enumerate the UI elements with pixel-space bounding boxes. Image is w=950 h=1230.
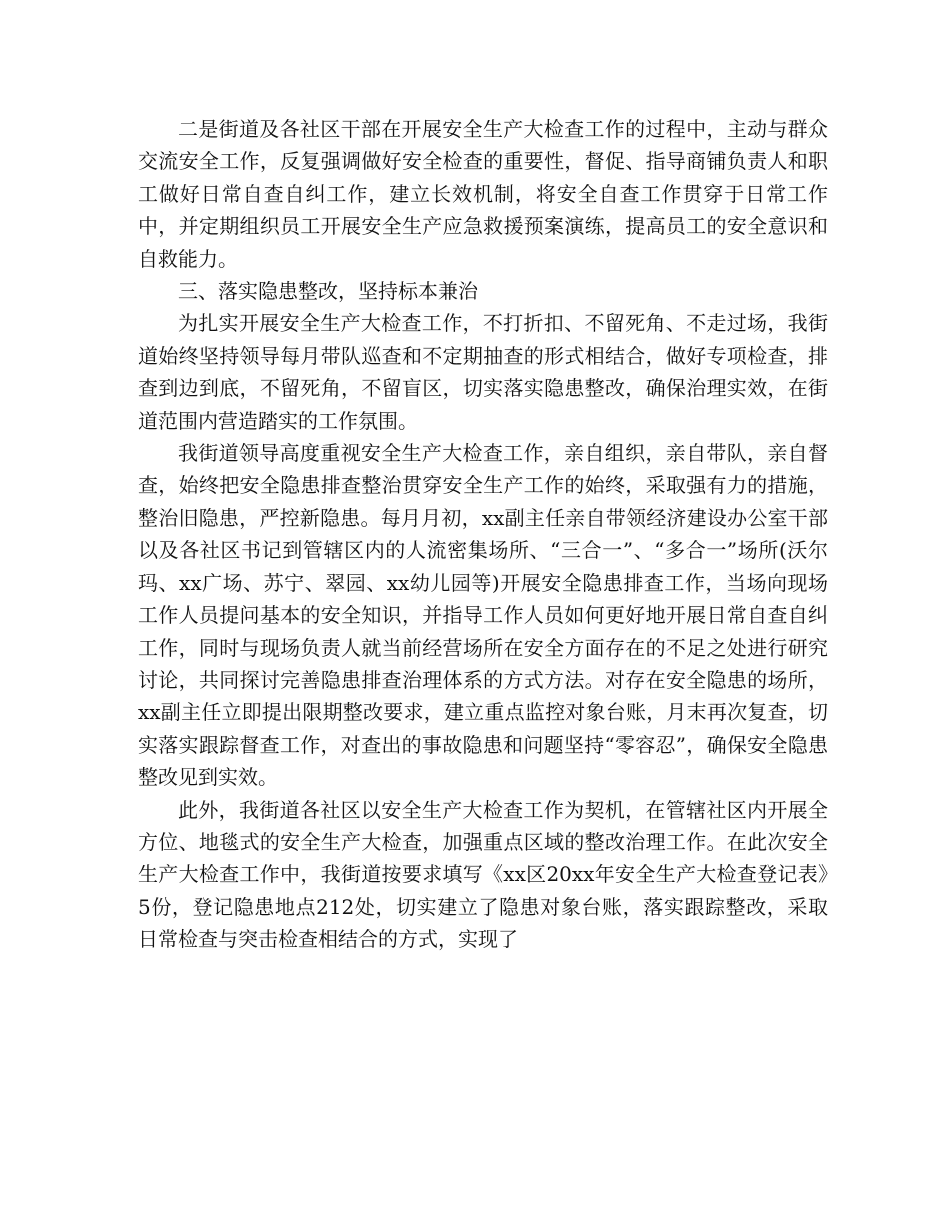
section-heading: 三、落实隐患整改，坚持标本兼治 — [178, 279, 478, 304]
paragraph: 此外，我街道各社区以安全生产大检查工作为契机，在管辖社区内开展全方位、地毯式的安全生产大检查，加强重点区域的整改治理工作。在此次安全生产大检查工作中，我街道按要求填写《xx区20xx年安全生产大检查登记表》5份，登记隐患地点212处，切实建立了隐患对象台账，落实跟踪整改，采取日常检查与突击检查相结合的方式，实现了 — [138, 797, 828, 952]
document-body — [138, 113, 828, 956]
paragraph: 二是街道及各社区干部在开展安全生产大检查工作的过程中，主动与群众交流安全工作，反复强调做好安全检查的重要性，督促、指导商铺负责人和职工做好日常自查自纠工作，建立长效机制，将安全自查工作贯穿于日常工作中，并定期组织员工开展安全生产应急救援预案演练，提高员工的安全意识和自救能力。 — [138, 117, 828, 271]
paragraph: 为扎实开展安全生产大检查工作，不打折扣、不留死角、不走过场，我街道始终坚持领导每月带队巡查和不定期抽查的形式相结合，做好专项检查，排查到边到底，不留死角，不留盲区，切实落实隐患整改，确保治理实效，在街道范围内营造踏实的工作氛围。 — [138, 311, 828, 433]
paragraph: 我街道领导高度重视安全生产大检查工作，亲自组织，亲自带队，亲自督查，始终把安全隐患排查整治贯穿安全生产工作的始终，采取强有力的措施，整治旧隐患，严控新隐患。每月月初，xx副主任亲自带领经济建设办公室干部以及各社区书记到管辖区内的人流密集场所、“三合一”、“多合一”场所(沃尔玛、xx广场、苏宁、翠园、xx幼儿园等)开展安全隐患排查工作，当场向现场工作人员提问基本的安全知识，并指导工作人员如何更好地开展日常自查自纠工作，同时与现场负责人就当前经营场所在安全方面存在的不足之处进行研究讨论，共同探讨完善隐患排查治理体系的方式方法。对存在安全隐患的场所，xx副主任立即提出限期整改要求，建立重点监控对象台账，月末再次复查，切实落实跟踪督查工作，对查出的事故隐患和问题坚持“零容忍”，确保安全隐患整改见到实效。 — [138, 441, 828, 790]
